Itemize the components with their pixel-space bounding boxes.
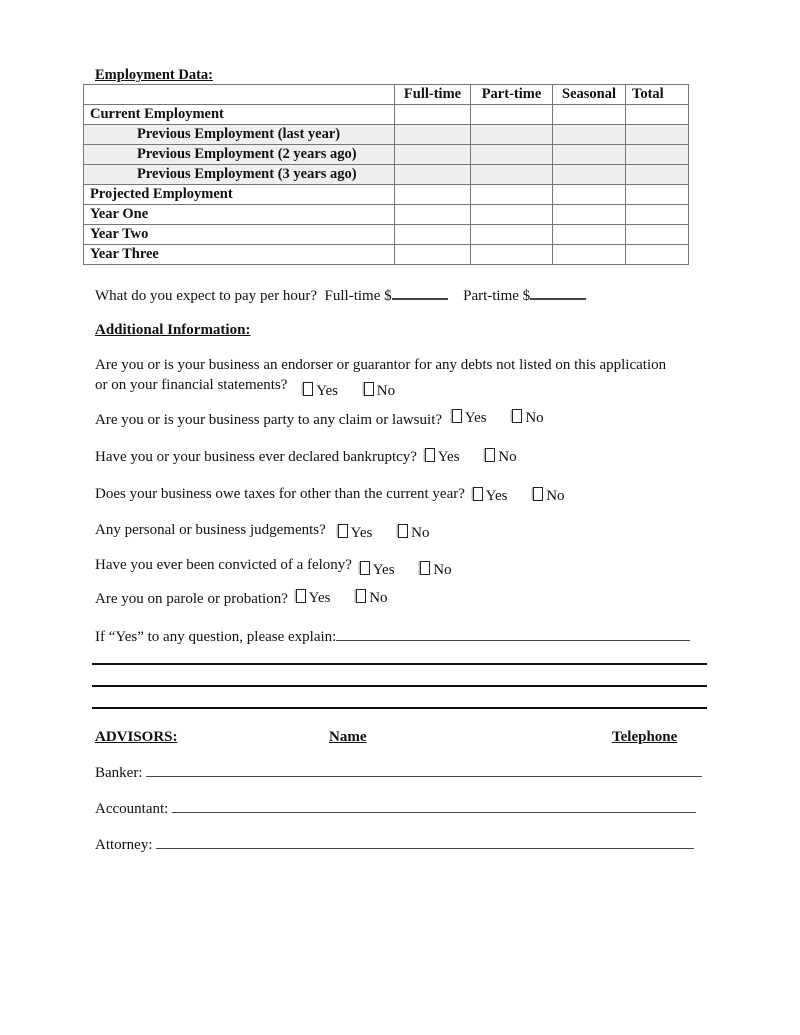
checkbox-icon[interactable] [473,487,483,501]
no-option[interactable] [354,589,387,607]
full-time-cell[interactable] [395,145,471,165]
row-label: Projected Employment [84,185,395,205]
full-time-cell[interactable] [395,125,471,145]
yes-option[interactable] [450,409,487,427]
seasonal-cell[interactable] [553,245,626,265]
checkbox-icon[interactable] [420,561,430,575]
total-cell[interactable] [626,185,689,205]
question-felony [95,556,452,578]
no-label: No [376,383,396,399]
no-option[interactable] [483,448,516,466]
checkbox-icon[interactable] [296,589,306,603]
question-taxes [95,485,563,503]
part-time-cell[interactable] [471,245,553,265]
part-time-cell[interactable] [471,165,553,185]
yes-label: Yes [464,410,487,426]
part-time-label: Part-time $ [463,288,531,304]
question-endorser [95,376,396,399]
full-time-cell[interactable] [395,105,471,125]
table-row [84,205,689,225]
attorney-field[interactable] [156,836,694,849]
yes-label: Yes [485,488,508,504]
question-judgements [95,521,430,541]
yes-label: Yes [437,449,460,465]
part-time-cell[interactable] [471,185,553,205]
row-label: Year Two [84,225,395,245]
question-text: Does your business owe taxes for other than the current year? [95,486,465,502]
yes-label: Yes [372,562,395,578]
no-option[interactable] [418,561,451,579]
no-option[interactable] [531,487,564,505]
row-label: Current Employment [84,105,395,125]
table-header-row [84,85,689,105]
yes-label: Yes [316,383,339,399]
total-cell[interactable] [626,145,689,165]
table-row [84,185,689,205]
table-row [84,165,689,185]
additional-information-heading: Additional Information: [95,322,251,338]
checkbox-icon[interactable] [485,448,495,462]
checkbox-icon[interactable] [512,409,522,423]
yes-option[interactable] [423,448,460,466]
total-cell[interactable] [626,165,689,185]
seasonal-cell[interactable] [553,225,626,245]
advisor-label: Attorney: [95,837,153,853]
full-time-cell[interactable] [395,185,471,205]
question-text: Any personal or business judgements? [95,522,326,538]
name-column-header: Name [329,729,367,745]
question-text: Have you or your business ever declared bankruptcy? [95,449,417,465]
row-label: Year Three [84,245,395,265]
no-label: No [525,410,544,426]
checkbox-icon[interactable] [364,382,374,396]
advisor-banker [95,764,702,782]
header-part-time: Part-time [471,85,553,105]
checkbox-icon[interactable] [338,524,348,538]
explain-label: If “Yes” to any question, please explain: [95,629,337,645]
explain-line-4[interactable] [92,707,707,709]
header-blank [84,85,395,105]
full-time-cell[interactable] [395,165,471,185]
accountant-field[interactable] [172,800,696,813]
advisor-attorney [95,836,694,854]
explain-field[interactable] [336,628,690,641]
checkbox-icon[interactable] [425,448,435,462]
question-lawsuit [95,410,544,429]
advisor-accountant [95,800,696,818]
yes-option[interactable] [336,524,373,542]
employment-table [83,84,689,265]
yes-label: Yes [350,525,373,541]
yes-label: Yes [308,590,331,606]
table-row [84,225,689,245]
advisor-label: Accountant: [95,801,169,817]
explain-line-2[interactable] [92,663,707,665]
seasonal-cell[interactable] [553,185,626,205]
total-cell[interactable] [626,105,689,125]
total-cell[interactable] [626,245,689,265]
part-time-pay-field[interactable] [530,286,586,300]
total-cell[interactable] [626,125,689,145]
question-parole [95,590,386,608]
checkbox-icon[interactable] [356,589,366,603]
no-label: No [433,562,452,578]
part-time-cell[interactable] [471,125,553,145]
full-time-cell[interactable] [395,205,471,225]
checkbox-icon[interactable] [533,487,543,501]
no-label: No [369,590,388,606]
no-option[interactable] [362,382,395,400]
row-label: Year One [84,205,395,225]
checkbox-icon[interactable] [452,409,462,423]
full-time-pay-field[interactable] [392,286,448,300]
no-option[interactable] [396,524,429,542]
explain-line-3[interactable] [92,685,707,687]
employment-data-heading: Employment Data: [95,67,214,83]
full-time-cell[interactable] [395,245,471,265]
part-time-cell[interactable] [471,205,553,225]
pay-per-hour-line [95,286,586,305]
yes-option[interactable] [471,487,508,505]
question-text: or on your financial statements? [95,377,288,393]
pay-question: What do you expect to pay per hour? [95,288,318,304]
checkbox-icon[interactable] [303,382,313,396]
no-label: No [411,525,430,541]
telephone-column-header: Telephone [612,729,678,745]
seasonal-cell[interactable] [553,145,626,165]
checkbox-icon[interactable] [360,561,370,575]
full-time-label: Full-time $ [324,288,392,304]
question-text: Are you or is your business party to any claim or lawsuit? [95,412,443,428]
table-row [84,105,689,125]
no-label: No [546,488,565,504]
question-bankruptcy [95,448,515,466]
part-time-cell[interactable] [471,105,553,125]
part-time-cell[interactable] [471,225,553,245]
yes-option[interactable] [358,561,395,579]
table-row [84,125,689,145]
seasonal-cell[interactable] [553,205,626,225]
checkbox-icon[interactable] [398,524,408,538]
header-full-time: Full-time [395,85,471,105]
question-text: Are you on parole or probation? [95,591,288,607]
question-endorser-line1: Are you or is your business an endorser or guarantor for any debts not listed on this application [95,357,667,373]
yes-option[interactable] [294,589,331,607]
row-label: Previous Employment (2 years ago) [84,145,395,165]
advisor-label: Banker: [95,765,143,781]
advisors-heading: ADVISORS: [95,729,178,745]
explain-line [95,628,690,646]
table-row [84,245,689,265]
question-text: Have you ever been convicted of a felony? [95,557,352,573]
yes-option[interactable] [301,382,338,400]
seasonal-cell[interactable] [553,105,626,125]
seasonal-cell[interactable] [553,165,626,185]
seasonal-cell[interactable] [553,125,626,145]
part-time-cell[interactable] [471,145,553,165]
full-time-cell[interactable] [395,225,471,245]
no-label: No [498,449,517,465]
row-label: Previous Employment (3 years ago) [84,165,395,185]
header-seasonal: Seasonal [553,85,626,105]
total-cell[interactable] [626,225,689,245]
no-option[interactable] [510,409,543,427]
table-row [84,145,689,165]
header-total: Total [626,85,689,105]
banker-field[interactable] [146,764,702,777]
total-cell[interactable] [626,205,689,225]
row-label: Previous Employment (last year) [84,125,395,145]
